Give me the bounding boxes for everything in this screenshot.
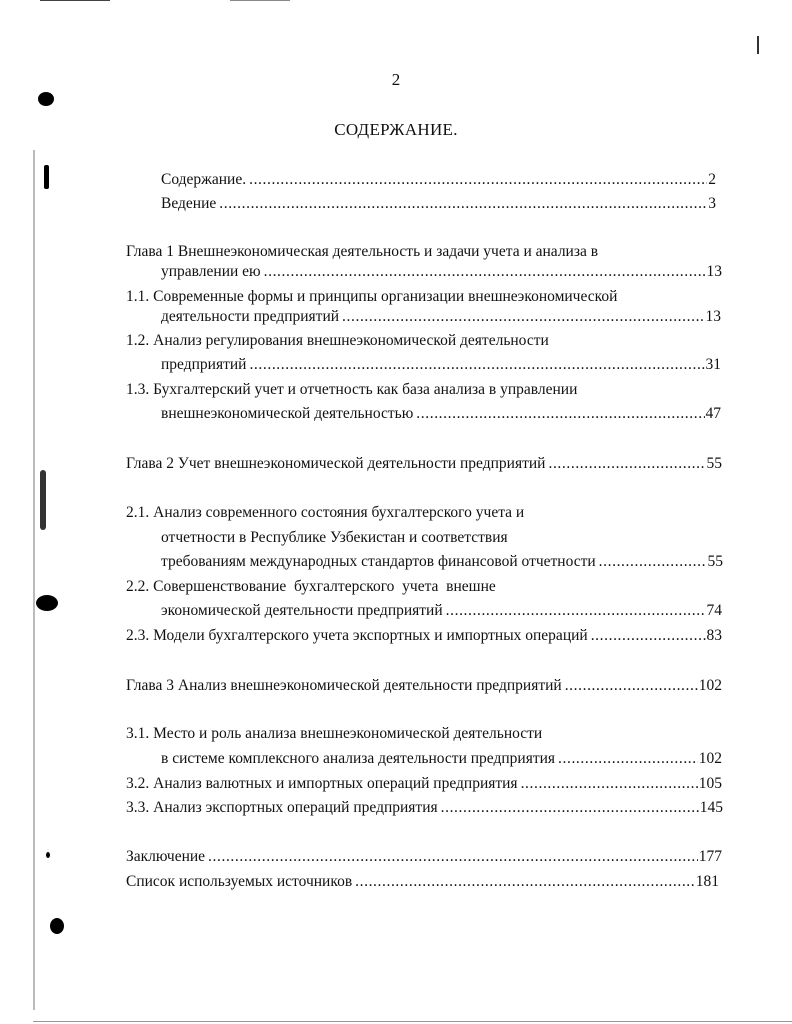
- scan-edge-bottom: [33, 1021, 792, 1022]
- toc-leader-dots: [264, 262, 706, 282]
- toc-entry-1-1-line1: [126, 287, 726, 307]
- toc-leader-dots: [208, 847, 698, 867]
- toc-entry-label: 2.2. Совершенствование бухгалтерского учета внешне: [126, 578, 496, 595]
- toc-leader-dots: [219, 194, 707, 214]
- toc-entry-label: 2.1. Анализ современного состояния бухгалтерского учета и: [126, 504, 525, 521]
- scan-blot: [38, 92, 54, 106]
- toc-page-number: 55: [707, 553, 723, 570]
- toc-page-number: 102: [698, 677, 722, 694]
- toc-entry-1-2: [161, 355, 721, 375]
- toc-entry-label: предприятий: [161, 356, 247, 373]
- toc-page-number: 145: [699, 799, 723, 816]
- toc-entry-2-1-line1: [126, 503, 726, 523]
- toc-entry-label: Ведение: [161, 195, 217, 212]
- toc-leader-dots: [416, 404, 704, 424]
- page-number: 2: [391, 70, 401, 89]
- toc-entry-label: Глава 2 Учет внешнеэкономической деятельности предприятий: [126, 455, 546, 472]
- toc-entry-2-2: [161, 601, 722, 621]
- page-title: СОДЕРЖАНИЕ.: [334, 120, 458, 139]
- toc-entry-label: в системе комплексного анализа деятельности предприятия: [161, 750, 556, 767]
- scan-edge-top: [40, 0, 110, 1]
- toc-entry-soderzhanie: [161, 170, 716, 190]
- toc-entry-label: 3.1. Место и роль анализа внешнеэкономической деятельности: [126, 725, 543, 742]
- toc-entry-label: внешнеэкономической деятельностью: [161, 405, 414, 422]
- toc-entry-label: 2.3. Модели бухгалтерского учета экспортных и импортных операций: [126, 627, 588, 644]
- toc-entry-label: Глава 1 Внешнеэкономическая деятельность и задачи учета и анализа в: [126, 243, 599, 260]
- toc-entry-3-1-line1: [126, 724, 726, 744]
- toc-page-number: 83: [706, 627, 722, 644]
- toc-leader-dots: [591, 626, 706, 646]
- toc-entry-chapter-1: [161, 262, 722, 282]
- toc-entry-label: 1.3. Бухгалтерский учет и отчетность как база анализа в управлении: [126, 381, 578, 398]
- toc-entry-vvedenie: [161, 194, 716, 214]
- scan-edge-top-2: [230, 0, 290, 1]
- toc-leader-dots: [249, 355, 704, 375]
- toc-leader-dots: [521, 774, 698, 794]
- toc-entry-3-1: [161, 749, 722, 769]
- toc-page-number: 177: [698, 848, 722, 865]
- toc-leader-dots: [548, 454, 705, 474]
- scan-blot: [46, 852, 50, 858]
- toc-entry-chapter-3: [126, 676, 722, 696]
- toc-leader-dots: [355, 872, 695, 892]
- scan-blot: [40, 470, 46, 530]
- toc-entry-1-3: [161, 404, 721, 424]
- toc-leader-dots: [249, 170, 707, 190]
- toc-leader-dots: [342, 307, 704, 327]
- scan-blot: [50, 918, 64, 934]
- toc-entry-3-3: [126, 798, 723, 818]
- toc-page-number: 55: [706, 455, 722, 472]
- toc-leader-dots: [446, 601, 706, 621]
- toc-entry-1-1: [161, 307, 721, 327]
- toc-entry-2-3: [126, 626, 722, 646]
- toc-leader-dots: [599, 552, 707, 572]
- toc-page-number: 74: [706, 602, 722, 619]
- toc-entry-label: деятельности предприятий: [161, 308, 340, 325]
- toc-page-number: 31: [705, 356, 721, 373]
- toc-entry-label: 1.2. Анализ регулирования внешнеэкономической деятельности: [126, 332, 549, 349]
- toc-page-number: 181: [695, 873, 719, 890]
- scan-blot: [36, 595, 58, 611]
- toc-page-number: 13: [706, 263, 722, 280]
- toc-entry-2-2-line1: [126, 577, 726, 597]
- toc-entry-label: требованиям международных стандартов финансовой отчетности: [161, 553, 596, 570]
- toc-leader-dots: [565, 676, 698, 696]
- toc-entry-2-1-line2: [161, 528, 721, 548]
- toc-page-number: 105: [698, 775, 722, 792]
- toc-entry-label: 3.3. Анализ экспортных операций предприятия: [126, 799, 438, 816]
- toc-entry-label: 1.1. Современные формы и принципы организации внешнеэкономической: [126, 288, 618, 305]
- toc-page-number: 102: [698, 750, 722, 767]
- toc-entry-chapter-2: [126, 454, 722, 474]
- toc-page-number: 2: [708, 171, 716, 188]
- toc-page-number: 3: [708, 195, 716, 212]
- toc-entry-1-2-line1: [126, 331, 726, 351]
- toc-entry-label: Содержание.: [161, 171, 247, 188]
- toc-entry-chapter-1-line1: [126, 242, 726, 262]
- toc-entry-label: управлении ею: [161, 263, 261, 280]
- toc-entry-label: Заключение: [126, 848, 206, 865]
- toc-entry-label: экономической деятельности предприятий: [161, 602, 443, 619]
- toc-entry-label: Глава 3 Анализ внешнеэкономической деятельности предприятий: [126, 677, 562, 694]
- toc-entry-label: Список используемых источников: [126, 873, 353, 890]
- scan-blot: [44, 165, 49, 189]
- toc-entry-3-2: [126, 774, 722, 794]
- toc-entry-zaklyuchenie: [126, 847, 722, 867]
- toc-page-number: 13: [705, 308, 721, 325]
- toc-page-number: 47: [705, 405, 721, 422]
- toc-leader-dots: [558, 749, 698, 769]
- toc-entry-spisok-istochnikov: [126, 872, 719, 892]
- toc-entry-1-3-line1: [126, 380, 726, 400]
- toc-leader-dots: [441, 798, 699, 818]
- scan-edge-left: [33, 150, 35, 1010]
- scan-mark-right: [757, 36, 759, 54]
- toc-entry-2-1: [161, 552, 723, 572]
- toc-entry-label: 3.2. Анализ валютных и импортных операций предприятия: [126, 775, 518, 792]
- toc-entry-label: отчетности в Республике Узбекистан и соответствия: [161, 529, 508, 546]
